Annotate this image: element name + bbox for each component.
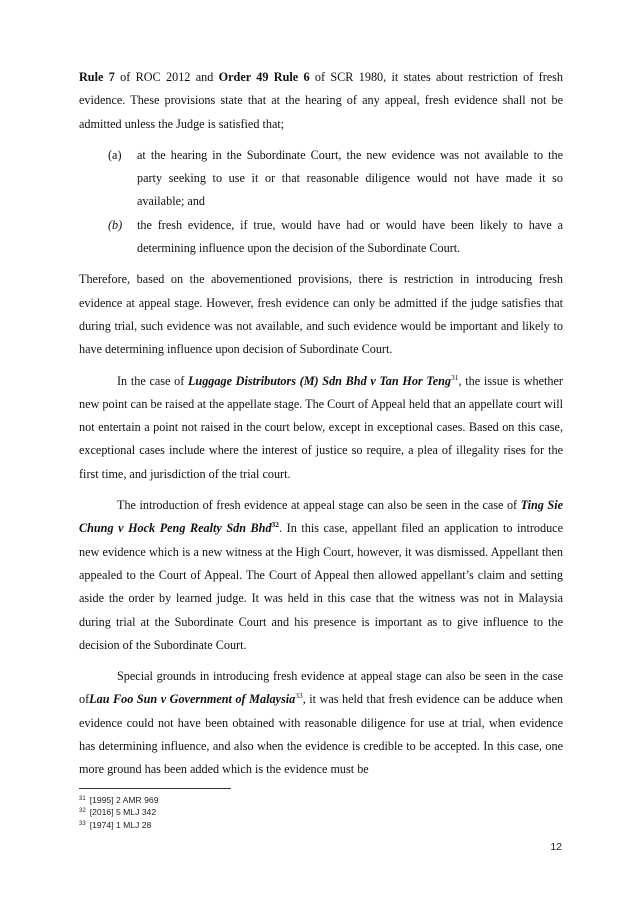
- list-item-text: at the hearing in the Subordinate Court, the new evidence was not available to the party seeking to use it or that reasonable diligence would not have made it so available; and: [137, 147, 563, 209]
- paragraph-text: The introduction of fresh evidence at appeal stage can also be seen in the case of: [117, 498, 521, 513]
- case-name: Luggage Distributors (M) Sdn Bhd v Tan Hor Teng: [187, 373, 451, 388]
- footnote: [79, 819, 158, 831]
- rule-7-reference: Rule 7: [79, 70, 115, 84]
- footnote-number: 32: [79, 808, 86, 815]
- paragraph-text: , it was held that fresh evidence can be adduce when evidence could not have been obtained with reasonable diligence for use at trial, when evidence has determining influence, and also when the evidence is credible to be accepted. In this case, one more ground has been added which is the evidence must be: [79, 692, 563, 777]
- paragraph-text: . In this case, appellant filed an application to introduce new evidence which is a new witness at the High Court, however, it was dismissed. Appellant then appealed to the Court of Appeal. The Court of Appeal then allowed appellant’s claim and setting aside the order by learned judge. It was held in this case that the witness was not in Malaysia during trial at the Subordinate Court and his presence is important as to give influence to the decision of the Subordinate Court.: [79, 521, 563, 652]
- conditions-list: [79, 144, 563, 260]
- paragraph-lau-case: [79, 665, 563, 781]
- list-item: [79, 214, 563, 261]
- footnote-ref: 33: [295, 691, 303, 701]
- footnote-ref: 31: [451, 372, 459, 382]
- paragraph-rule-7: [79, 66, 563, 136]
- page-number: 12: [550, 841, 562, 853]
- footnote-text: [2016] 5 MLJ 342: [89, 807, 157, 818]
- paragraph-therefore: Therefore, based on the abovementioned provisions, there is restriction in introducing fresh evidence at appeal stage. However, fresh evidence can only be admitted if the judge satisfies that during trial, such evidence was not available, and such evidence would be important and likely to have determining influence upon decision of Subordinate Court.: [79, 272, 563, 357]
- footnote-text: [1995] 2 AMR 969: [89, 795, 159, 805]
- list-marker: (a): [108, 147, 122, 162]
- footnote-text: [1974] 1 MLJ 28: [89, 819, 152, 830]
- paragraph-text: Special grounds in introducing fresh evidence at appeal stage can also be seen in the case of: [79, 669, 563, 707]
- footnote-ref: 32: [271, 520, 280, 530]
- paragraph-ting-case: [79, 494, 563, 657]
- paragraph-text: of ROC 2012 and: [114, 70, 219, 84]
- footnotes: [79, 794, 158, 831]
- order-49-reference: Order 49 Rule 6: [218, 70, 310, 84]
- list-item-text: the fresh evidence, if true, would have had or would have been likely to have a determining influence upon the decision of the Subordinate Court.: [137, 217, 563, 256]
- list-item: [79, 144, 563, 214]
- footnote: [79, 806, 158, 818]
- footnote-number: 33: [79, 820, 86, 827]
- document-body: [79, 66, 563, 790]
- case-name: Lau Foo Sun v Government of Malaysia: [89, 692, 296, 707]
- paragraph-luggage-case: [79, 370, 563, 486]
- paragraph-text: In the case of: [117, 373, 188, 388]
- list-marker: (b): [108, 217, 123, 232]
- case-name: Ting Sie Chung v Hock Peng Realty Sdn Bhd: [79, 498, 563, 536]
- footnote-number: 31: [79, 796, 86, 802]
- paragraph-text: of SCR 1980, it states about restriction of fresh evidence. These provisions state that at the hearing of any appeal, fresh evidence shall not be admitted unless the Judge is satisfied that;: [79, 70, 564, 131]
- footnote: [79, 794, 158, 806]
- footnote-separator: [79, 788, 231, 789]
- paragraph-text: , the issue is whether new point can be raised at the appellate stage. The Court of Appeal held that an appellate court will not entertain a point not raised in the court below, except in exceptional cases. Based on this case, exceptional cases include where the interest of justice so require, a plea of illegality rises for the first time, and jurisdiction of the trial court.: [79, 373, 563, 481]
